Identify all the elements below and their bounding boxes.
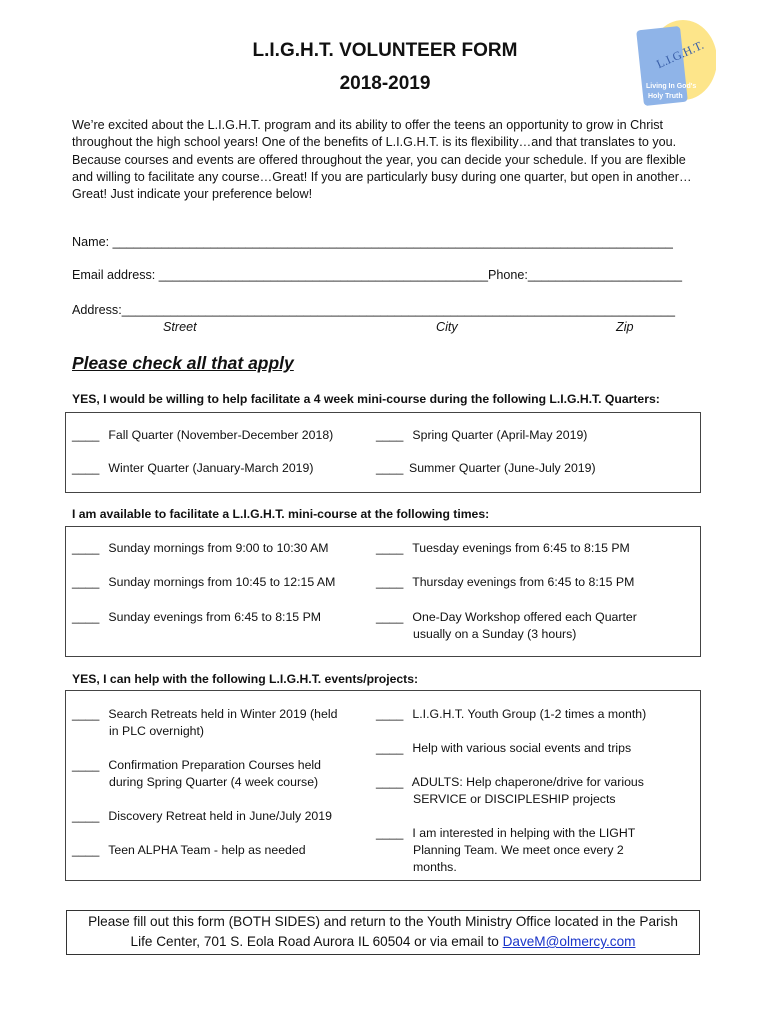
quarter-spring[interactable]: ____ Spring Quarter (April-May 2019) <box>376 428 588 442</box>
email-link[interactable]: DaveM@olmercy.com <box>502 934 636 949</box>
svg-text:L.I.G.H.T.: L.I.G.H.T. <box>654 37 706 72</box>
zip-label: Zip <box>616 320 634 334</box>
quarter-summer[interactable]: ____ Summer Quarter (June-July 2019) <box>376 461 596 475</box>
quarters-box <box>65 412 701 493</box>
time-sunday-morning-early[interactable]: ____ Sunday mornings from 9:00 to 10:30 AM <box>72 541 329 555</box>
event-social[interactable]: ____ Help with various social events and trips <box>376 741 632 755</box>
intro-paragraph: We’re excited about the L.I.G.H.T. program and its ability to offer the teens an opportunity to grow in Christ throughout the high school years! One of the benefits of L.I.G.H.T. is its flexibility…and that translates to you. Because courses and events are offered throughout the year, you can decide your schedule. If you are flexible and willing to facilitate any course…Great! If you are particularly busy during one quarter, but open in another…Great! Just indicate your preference below! <box>72 118 692 202</box>
event-confirmation-prep[interactable]: ____ Confirmation Preparation Courses held during Spring Quarter (4 week course) <box>72 758 321 789</box>
event-teen-alpha[interactable]: ____ Teen ALPHA Team - help as needed <box>72 843 306 857</box>
address-field[interactable]: Address:_______________________________________________________________________________ <box>72 303 676 317</box>
quarters-heading: YES, I would be willing to help facilitate a 4 week mini-course during the following L.I.G.H.T. Quarters: <box>72 392 660 406</box>
event-discovery-retreat[interactable]: ____ Discovery Retreat held in June/July 2019 <box>72 809 332 823</box>
check-all-heading: Please check all that apply <box>72 353 294 373</box>
svg-text:Holy Truth: Holy Truth <box>648 93 683 100</box>
time-tuesday-evening[interactable]: ____ Tuesday evenings from 6:45 to 8:15 PM <box>376 541 630 555</box>
city-label: City <box>436 320 458 334</box>
return-instructions: Please fill out this form (BOTH SIDES) and return to the Youth Ministry Office located in the Parish Life Center, 701 S. Eola Road Aurora IL 60504 or via email to DaveM@olmercy.com <box>66 910 700 955</box>
quarter-fall[interactable]: ____ Fall Quarter (November-December 2018) <box>72 428 334 442</box>
street-label: Street <box>163 320 197 334</box>
name-field[interactable]: Name: ________________________________________________________________________________ <box>72 235 673 249</box>
event-planning-team[interactable]: ____ I am interested in helping with the LIGHT Planning Team. We meet once every 2 months. <box>376 826 636 874</box>
event-adults[interactable]: ____ ADULTS: Help chaperone/drive for various SERVICE or DISCIPLESHIP projects <box>376 775 644 806</box>
time-thursday-evening[interactable]: ____ Thursday evenings from 6:45 to 8:15 PM <box>376 575 635 589</box>
form-year: 2018-2019 <box>339 73 431 94</box>
event-youth-group[interactable]: ____ L.I.G.H.T. Youth Group (1-2 times a month) <box>376 707 647 721</box>
time-sunday-morning-late[interactable]: ____ Sunday mornings from 10:45 to 12:15 AM <box>72 575 336 589</box>
svg-text:Living In God's: Living In God's <box>646 83 697 90</box>
form-title: L.I.G.H.T. VOLUNTEER FORM <box>252 40 518 61</box>
quarter-winter[interactable]: ____ Winter Quarter (January-March 2019) <box>72 461 314 475</box>
email-phone-field[interactable]: Email address: _______________________________________________Phone:______________________ <box>72 268 682 282</box>
times-heading: I am available to facilitate a L.I.G.H.T. mini-course at the following times: <box>72 507 490 521</box>
time-one-day-workshop[interactable]: ____ One-Day Workshop offered each Quarter usually on a Sunday (3 hours) <box>376 610 637 641</box>
event-search-retreats[interactable]: ____ Search Retreats held in Winter 2019 (held in PLC overnight) <box>72 707 338 738</box>
events-heading: YES, I can help with the following L.I.G.H.T. events/projects: <box>72 672 419 686</box>
time-sunday-evening[interactable]: ____ Sunday evenings from 6:45 to 8:15 PM <box>72 610 322 624</box>
